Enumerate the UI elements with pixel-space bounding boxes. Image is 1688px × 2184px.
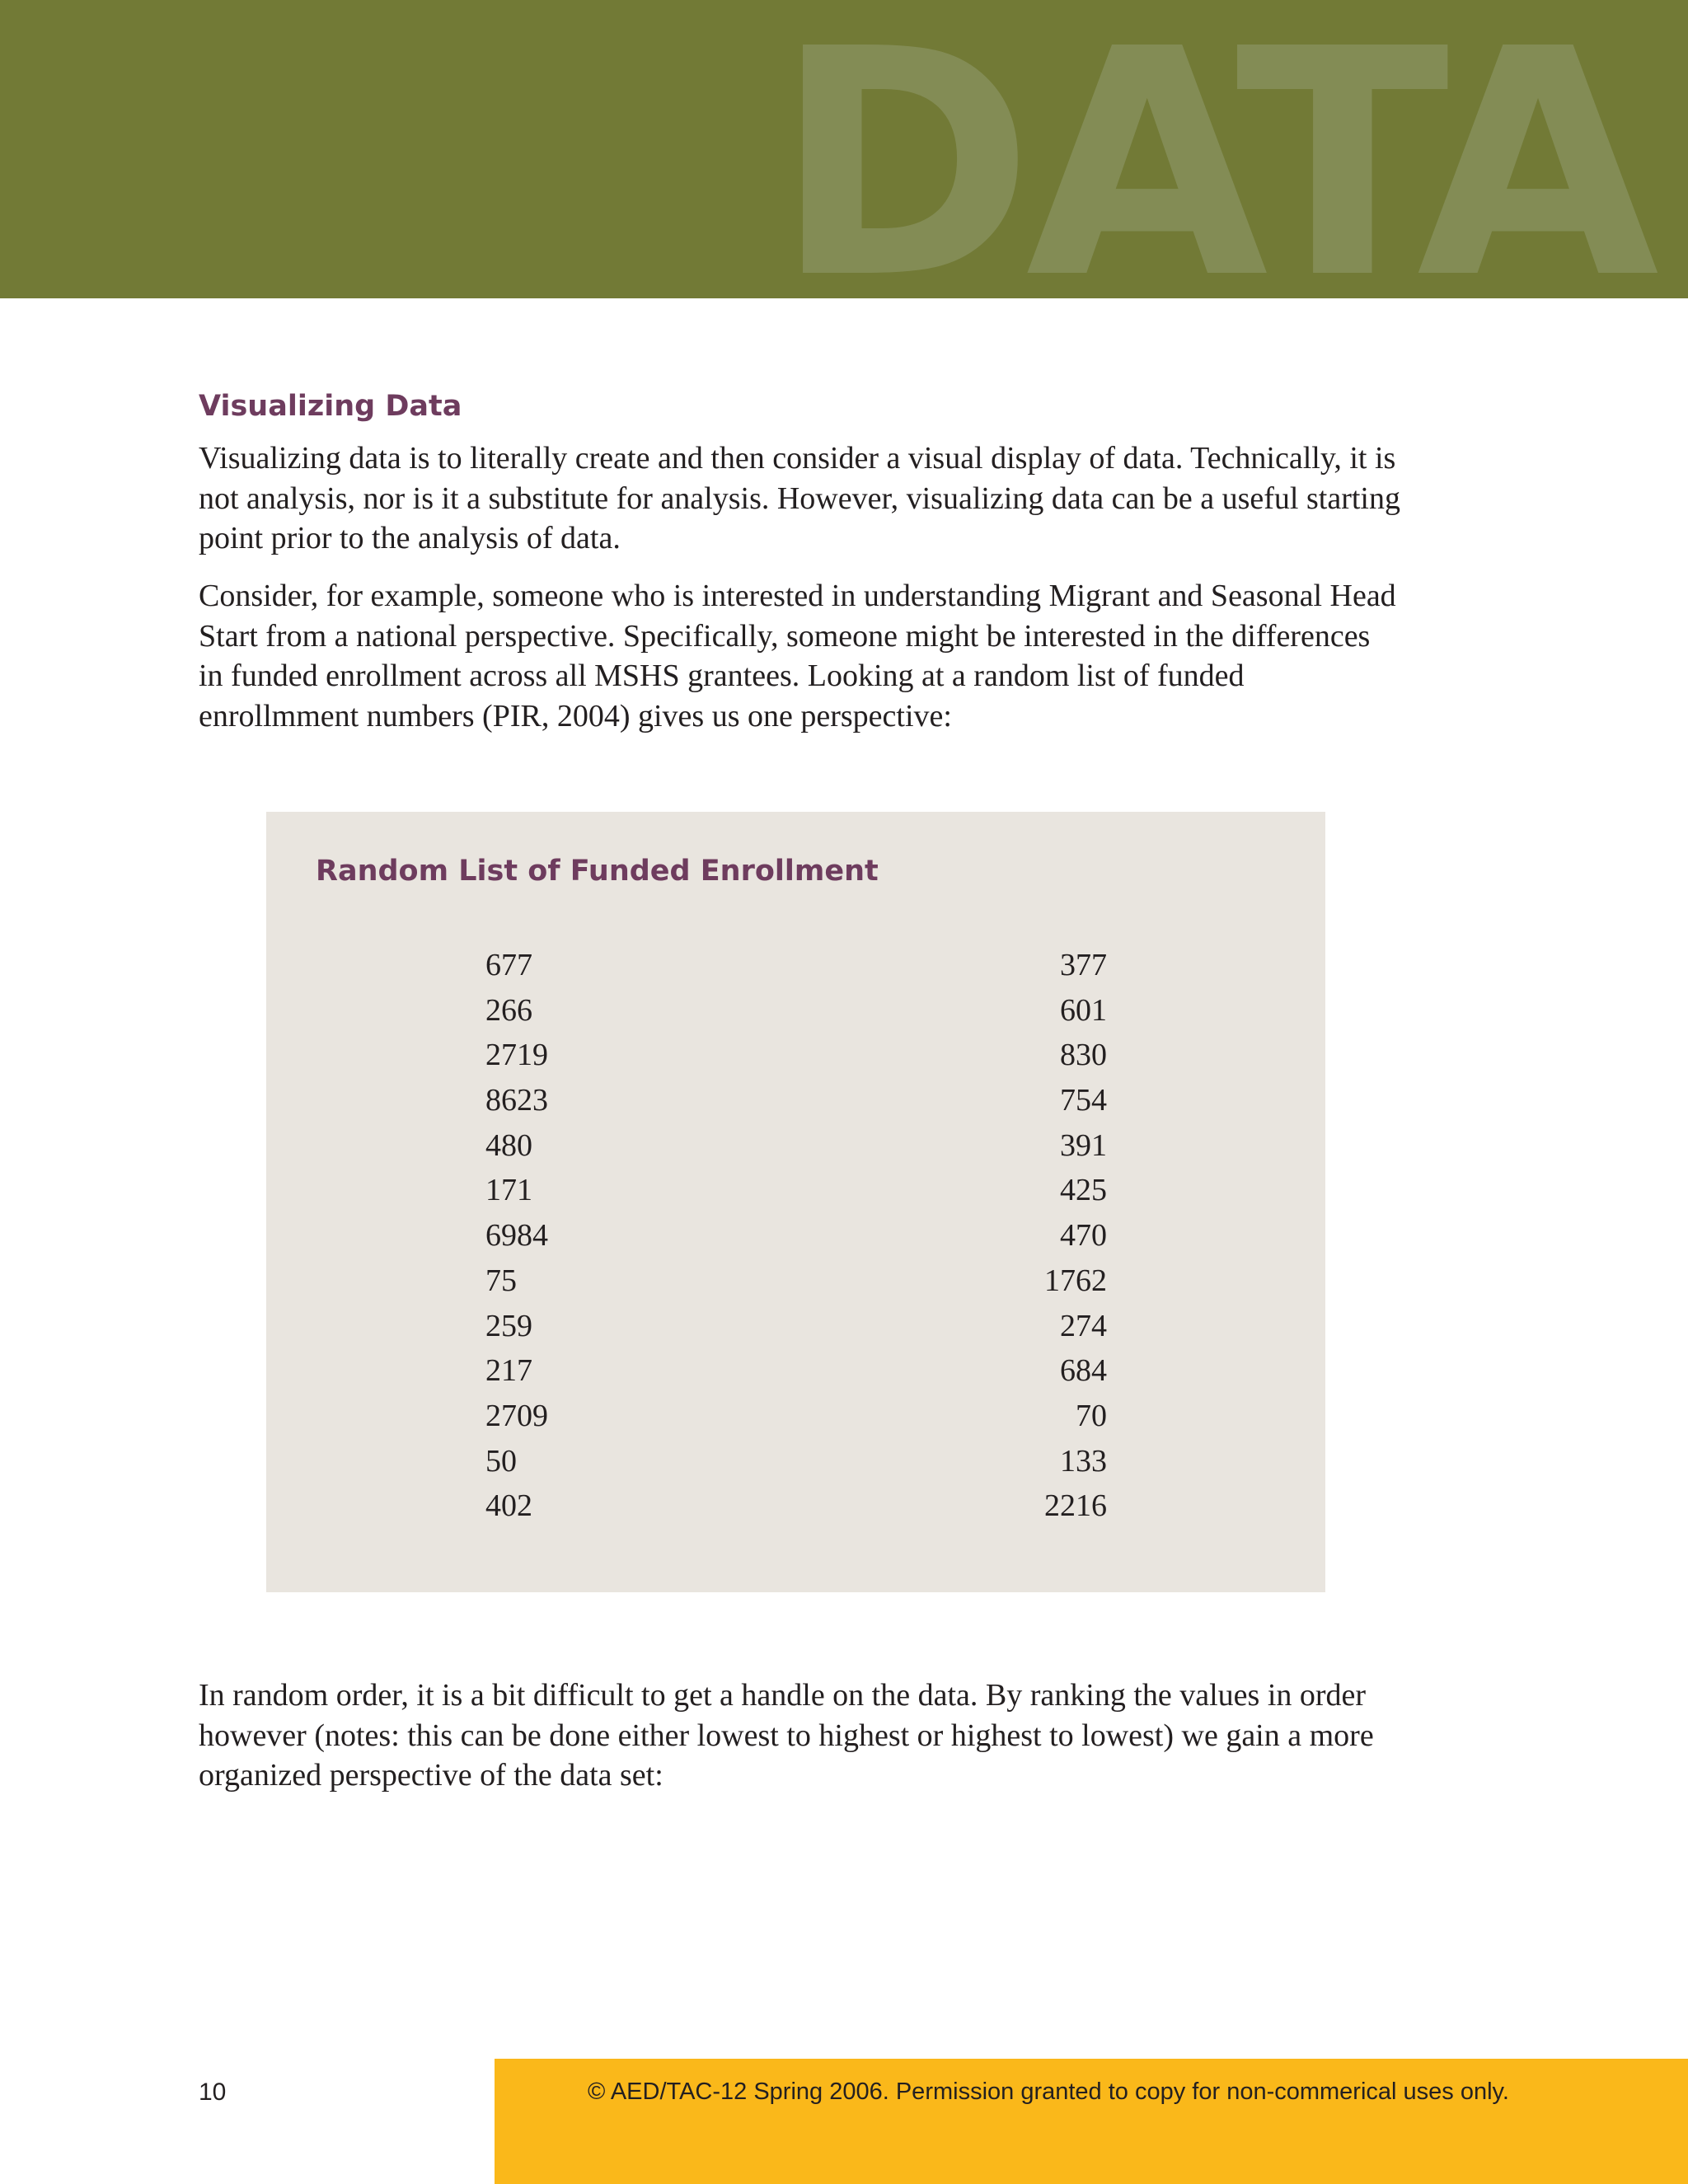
- table-cell: 684: [1060, 1353, 1107, 1389]
- header-watermark: DATA: [774, 0, 1651, 298]
- table-cell: 480: [485, 1127, 532, 1163]
- table-cell: 6984: [485, 1218, 548, 1254]
- table-cell: 677: [485, 948, 532, 982]
- table-cell: 402: [485, 1488, 532, 1524]
- table-right-column: [983, 943, 1107, 1529]
- table-cell: 425: [1060, 1173, 1107, 1208]
- table-cell: 2216: [1044, 1488, 1107, 1524]
- table-cell: 217: [485, 1353, 532, 1389]
- table-cell: 266: [485, 992, 532, 1028]
- table-left-column: [485, 943, 548, 1529]
- table-cell: 2709: [485, 1398, 548, 1433]
- section-heading: Visualizing Data: [199, 390, 462, 423]
- table-cell: 2719: [485, 1038, 548, 1073]
- table-cell: 754: [1060, 1083, 1107, 1118]
- table-cell: 830: [1060, 1038, 1107, 1073]
- table-cell: 391: [1060, 1127, 1107, 1163]
- copyright-notice: © AED/TAC-12 Spring 2006. Permission granted to copy for non-commerical uses only.: [588, 2079, 1509, 2105]
- header-band: [0, 0, 1688, 298]
- table-cell: 70: [1076, 1398, 1107, 1433]
- table-cell: 377: [1060, 948, 1107, 982]
- table-cell: 50: [485, 1443, 517, 1479]
- table-cell: 470: [1060, 1218, 1107, 1254]
- table-title: Random List of Funded Enrollment: [316, 855, 879, 888]
- table-cell: 259: [485, 1308, 532, 1343]
- page-number: 10: [199, 2079, 227, 2106]
- table-cell: 1762: [1044, 1263, 1107, 1298]
- paragraph-intro: Visualizing data is to literally create and then consider a visual display of data. Technically, it is not analysis, nor is it a substitute for analysis. However, visualizing data can be a useful starting point prior to the analysis of data.: [199, 441, 1400, 555]
- table-cell: 133: [1060, 1443, 1107, 1479]
- table-cell: 601: [1060, 992, 1107, 1028]
- table-cell: 274: [1060, 1308, 1107, 1343]
- paragraph-example: Consider, for example, someone who is interested in understanding Migrant and Seasonal Head Start from a national perspective. Specifically, someone might be interested in the differences in funded enrollment across all MSHS grantees. Looking at a random list of funded enrollmment numbers (PIR, 2004) gives us one perspective:: [199, 579, 1396, 733]
- enrollment-table: [266, 812, 1325, 1592]
- table-cell: 75: [485, 1263, 517, 1298]
- paragraph-ranking: In random order, it is a bit difficult to get a handle on the data. By ranking the values in order however (notes: this can be done either lowest to highest or highest to lowest) we gain a more organized perspective of the data set:: [199, 1678, 1374, 1793]
- table-cell: 8623: [485, 1083, 548, 1118]
- table-cell: 171: [485, 1173, 532, 1208]
- footer-band: [495, 2059, 1688, 2184]
